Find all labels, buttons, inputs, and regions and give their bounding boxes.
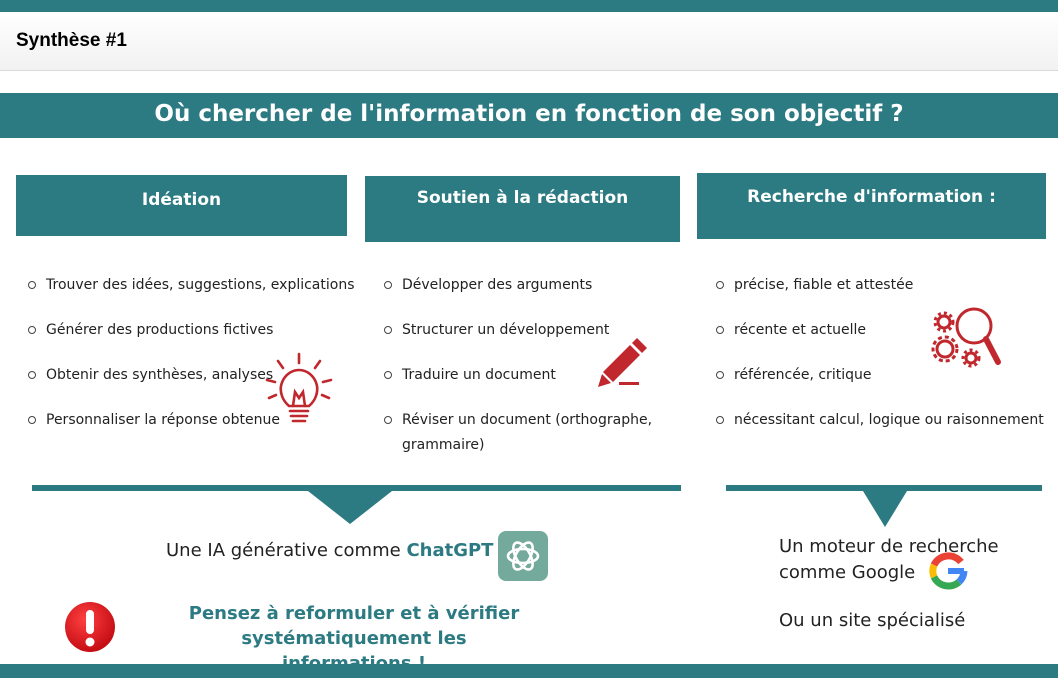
column-heading-research: [697, 173, 1046, 239]
gears-magnifier-icon: [928, 302, 1004, 370]
column-heading-label: Recherche d'information :: [747, 187, 996, 207]
list-item: précise, fiable et attestée: [716, 273, 1051, 298]
slide-title: Synthèse #1: [16, 30, 127, 51]
column-heading-label: Soutien à la rédaction: [416, 188, 629, 208]
list-item: Développer des arguments: [384, 273, 684, 298]
list-item-line: grammaire): [402, 437, 485, 453]
chatgpt-logo-icon: [498, 531, 548, 581]
left-arrow: [308, 491, 392, 524]
column-heading-ideation: [16, 175, 347, 236]
specialized-site-text: Ou un site spécialisé: [779, 610, 966, 631]
generative-ai-prefix: Une IA générative comme: [166, 540, 401, 561]
list-item: Personnaliser la réponse obtenue: [28, 408, 358, 433]
chatgpt-label: ChatGPT: [406, 540, 494, 561]
list-item: Structurer un développement: [384, 318, 684, 343]
right-arrow: [863, 491, 907, 527]
exclamation-icon: [64, 601, 116, 653]
search-engine-line-2: comme Google: [779, 562, 916, 583]
list-item-line: Réviser un document (orthographe,: [402, 412, 653, 428]
list-item: [384, 408, 684, 458]
list-item: Obtenir des synthèses, analyses: [28, 363, 358, 388]
bottom-accent-bar: [0, 664, 1058, 678]
search-engine-line-1: Un moteur de recherche: [779, 536, 999, 557]
column-heading-redaction: [365, 176, 680, 242]
generative-ai-text: [166, 540, 493, 561]
banner-title: Où chercher de l'information en fonction de son objectif ?: [0, 93, 1058, 138]
list-item: récente et actuelle: [716, 318, 1051, 343]
top-accent-bar: [0, 0, 1058, 12]
list-item: Traduire un document: [384, 363, 684, 388]
google-logo-icon: [928, 551, 968, 591]
warning-line-2: systématiquement les: [241, 628, 467, 649]
pencil-icon: [597, 334, 651, 388]
list-item: Trouver des idées, suggestions, explications: [28, 273, 358, 298]
list-item: Générer des productions fictives: [28, 318, 358, 343]
chatgpt-knot-icon: [498, 531, 548, 581]
warning-line-1: Pensez à reformuler et à vérifier: [188, 603, 520, 624]
lightbulb-icon: [264, 352, 334, 428]
column-heading-label: Idéation: [141, 190, 222, 210]
list-item: nécessitant calcul, logique ou raisonnement: [716, 408, 1051, 433]
slide-header: [0, 12, 1058, 71]
list-item: référencée, critique: [716, 363, 1051, 388]
